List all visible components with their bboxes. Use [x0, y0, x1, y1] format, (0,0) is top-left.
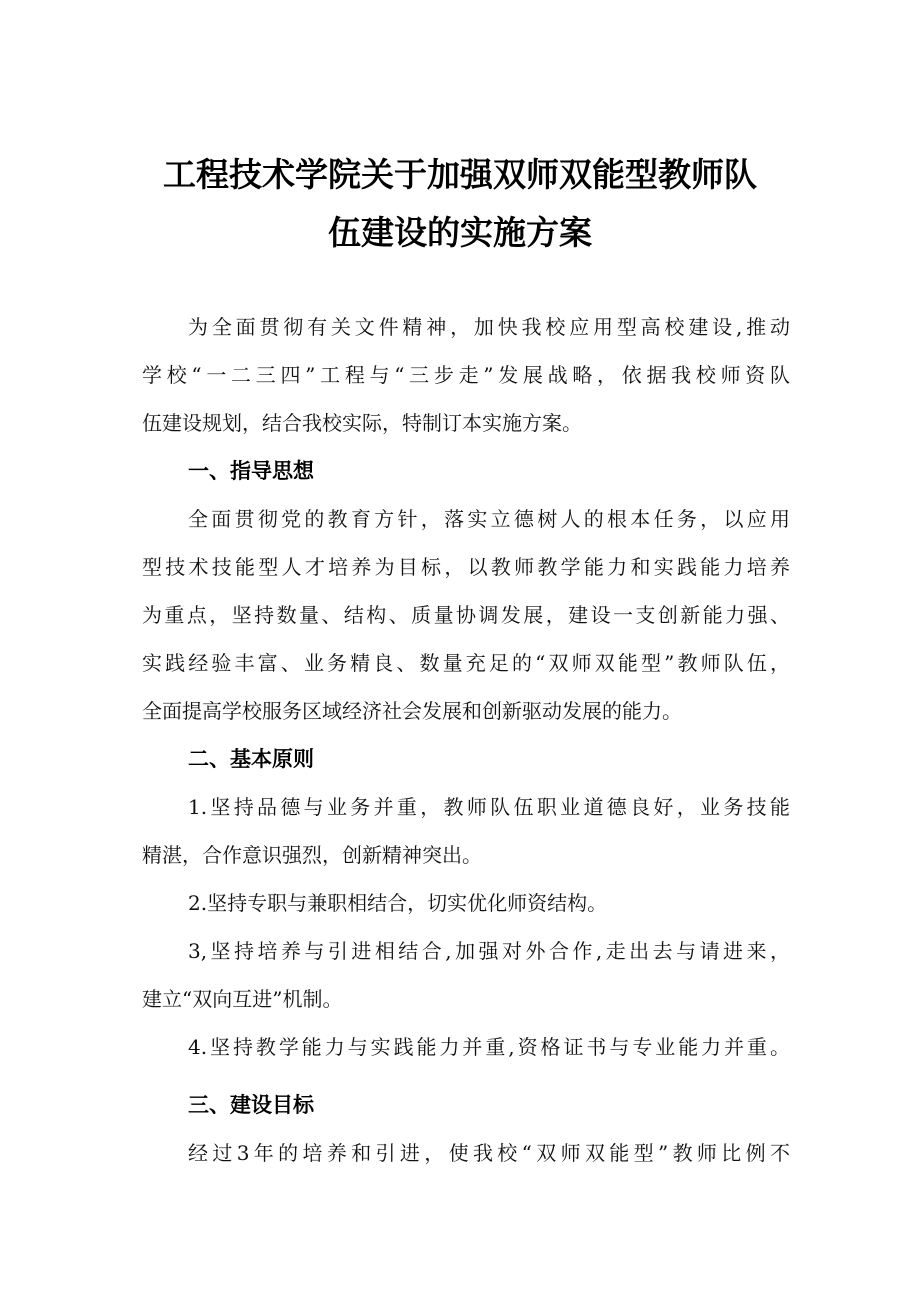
document-title-line-2: 伍建设的实施方案 — [328, 213, 592, 252]
section1-line-4: 实践经验丰富、业务精良、数量充足的“双师双能型”教师队伍， — [142, 651, 790, 675]
section3-line-1: 经过3年的培养和引进，使我校“双师双能型”教师比例不 — [188, 1141, 790, 1165]
section-heading-basic-principles: 二、基本原则 — [188, 747, 314, 771]
principle-3-line-1: 3,坚持培养与引进相结合,加强对外合作,走出去与请进来， — [188, 939, 790, 963]
section1-line-3: 为重点，坚持数量、结构、质量协调发展，建设一支创新能力强、 — [142, 603, 790, 627]
principle-3-line-2: 建立“双向互进”机制。 — [142, 987, 343, 1011]
document-title-line-1: 工程技术学院关于加强双师双能型教师队 — [163, 155, 757, 194]
principle-1-line-1: 1.坚持品德与业务并重，教师队伍职业道德良好，业务技能 — [188, 795, 790, 819]
section1-line-1: 全面贯彻党的教育方针，落实立德树人的根本任务，以应用 — [188, 507, 790, 531]
intro-line-1: 为全面贯彻有关文件精神，加快我校应用型高校建设,推动 — [188, 315, 790, 339]
principle-4: 4.坚持教学能力与实践能力并重,资格证书与专业能力并重。 — [188, 1035, 790, 1059]
section-heading-guiding-ideology: 一、指导思想 — [188, 459, 314, 483]
principle-2: 2.坚持专职与兼职相结合，切实优化师资结构。 — [188, 891, 608, 915]
section1-line-2: 型技术技能型人才培养为目标，以教师教学能力和实践能力培养 — [142, 555, 790, 579]
intro-line-3: 伍建设规划，结合我校实际，特制订本实施方案。 — [142, 411, 582, 435]
intro-line-2: 学校“一二三四”工程与“三步走”发展战略，依据我校师资队 — [142, 363, 790, 387]
principle-1-line-2: 精湛，合作意识强烈，创新精神突出。 — [142, 843, 482, 867]
section1-line-5: 全面提高学校服务区域经济社会发展和创新驱动发展的能力。 — [142, 699, 682, 723]
section-heading-construction-goals: 三、建设目标 — [188, 1093, 314, 1117]
